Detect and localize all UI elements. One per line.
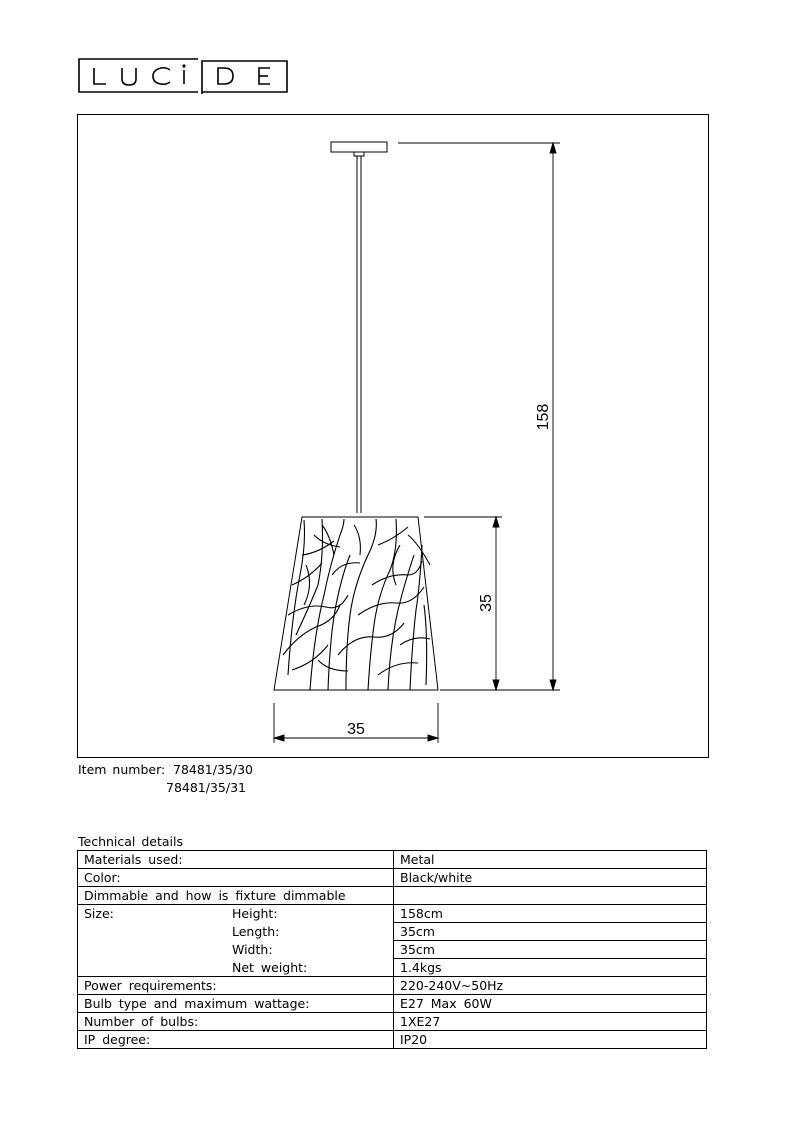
dim-total-height-label: 158 xyxy=(535,403,552,431)
spec-value: IP20 xyxy=(394,1031,707,1049)
spec-label xyxy=(78,923,394,941)
spec-label xyxy=(78,905,394,923)
technical-details-title: Technical details xyxy=(78,834,184,849)
technical-details-table xyxy=(77,850,707,1049)
spec-label: Number of bulbs: xyxy=(78,1013,394,1031)
size-sublabel: Width: xyxy=(232,942,273,957)
table-row xyxy=(78,941,707,959)
table-row xyxy=(78,923,707,941)
size-label: Size: xyxy=(84,906,114,922)
spec-label: IP degree: xyxy=(78,1031,394,1049)
size-sublabel: Net weight: xyxy=(232,959,308,975)
table-row xyxy=(78,851,707,869)
spec-label: Dimmable and how is fixture dimmable xyxy=(78,887,394,905)
table-row xyxy=(78,887,707,905)
table-row xyxy=(78,869,707,887)
dim-shade-height-label: 35 xyxy=(478,594,495,612)
item-number-1: 78481/35/30 xyxy=(173,762,253,777)
spec-value xyxy=(394,887,707,905)
spec-label: Color: xyxy=(78,869,394,887)
brand-logo xyxy=(78,58,288,94)
table-row xyxy=(78,1031,707,1049)
table-row xyxy=(78,977,707,995)
dim-shade-width-label: 35 xyxy=(347,721,365,738)
shade-branch-pattern xyxy=(283,519,430,690)
size-sublabel: Height: xyxy=(232,906,278,922)
table-row xyxy=(78,905,707,923)
spec-value: 35cm xyxy=(394,941,707,959)
technical-drawing xyxy=(77,114,709,758)
canopy-bracket xyxy=(354,152,364,156)
size-sublabel: Length: xyxy=(232,924,280,939)
spec-label xyxy=(78,941,394,959)
lucide-logo-icon xyxy=(78,58,288,94)
lamp-shade xyxy=(274,517,438,690)
item-number-label: Item number: xyxy=(78,762,166,777)
pendant-lamp-drawing xyxy=(78,115,710,759)
ceiling-canopy xyxy=(331,142,387,152)
spec-value: 1XE27 xyxy=(394,1013,707,1031)
spec-label: Materials used: xyxy=(78,851,394,869)
table-row xyxy=(78,995,707,1013)
spec-value: Black/white xyxy=(394,869,707,887)
table-row xyxy=(78,1013,707,1031)
spec-value: 220-240V~50Hz xyxy=(394,977,707,995)
table-row xyxy=(78,959,707,977)
spec-value: 35cm xyxy=(394,923,707,941)
spec-label xyxy=(78,959,394,977)
item-number-2: 78481/35/31 xyxy=(166,780,246,795)
spec-label: Bulb type and maximum wattage: xyxy=(78,995,394,1013)
spec-value: 158cm xyxy=(394,905,707,923)
spec-value: E27 Max 60W xyxy=(394,995,707,1013)
spec-value: Metal xyxy=(394,851,707,869)
spec-value: 1.4kgs xyxy=(394,959,707,977)
spec-label: Power requirements: xyxy=(78,977,394,995)
